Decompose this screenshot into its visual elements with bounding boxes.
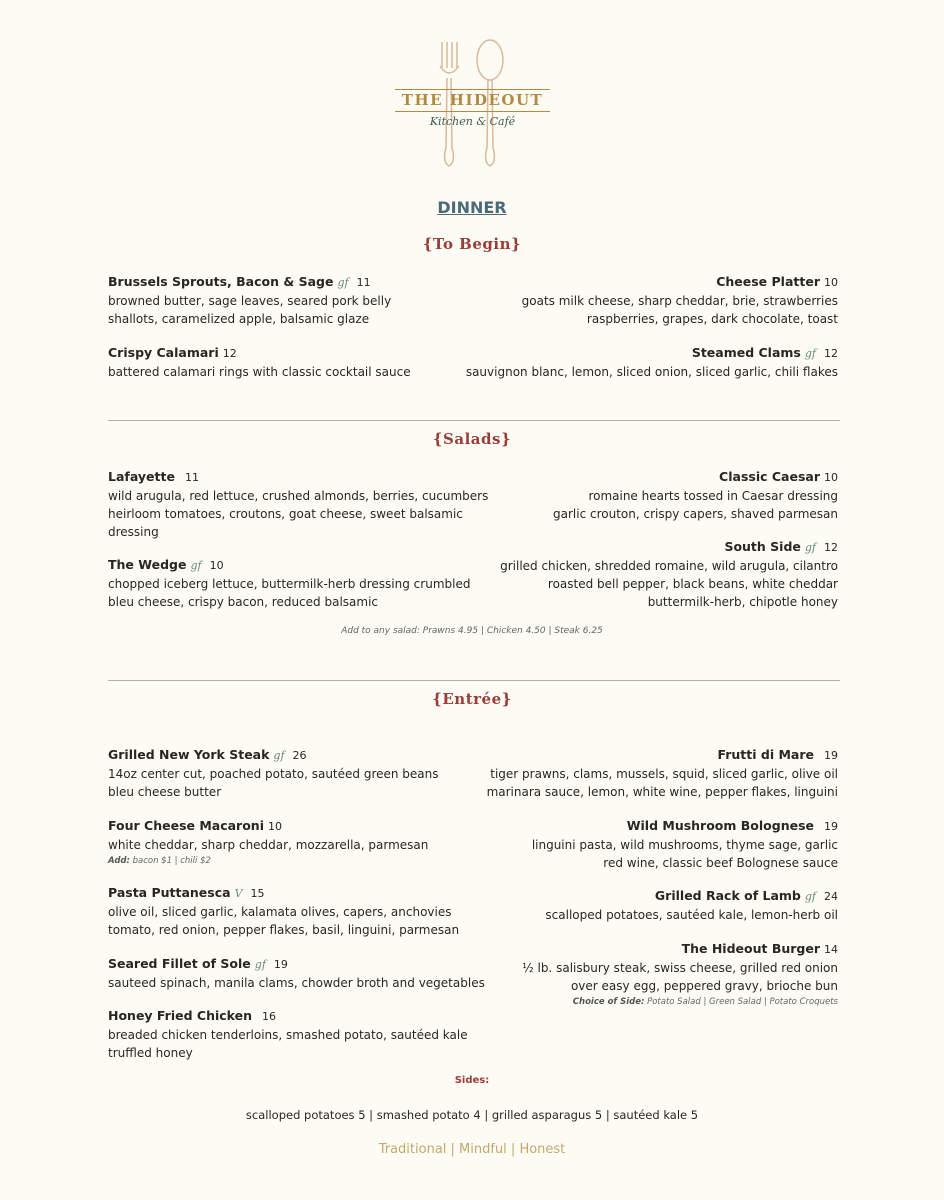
item-price: 19 bbox=[273, 958, 288, 971]
item-description: roasted bell pepper, black beans, white cheddar bbox=[547, 577, 838, 591]
gluten-free-tag: gf bbox=[337, 276, 349, 289]
item-price: 16 bbox=[262, 1010, 277, 1023]
item-price: 10 bbox=[824, 471, 838, 484]
item-description: raspberries, grapes, dark chocolate, toast bbox=[586, 312, 838, 326]
item-description: sauvignon blanc, lemon, sliced onion, sliced garlic, chili flakes bbox=[465, 365, 838, 379]
item-name: The Wedge bbox=[108, 557, 187, 572]
item-description: heirloom tomatoes, croutons, goat cheese, sweet balsamic bbox=[108, 507, 463, 521]
item-description: tomato, red onion, pepper flakes, basil, linguini, parmesan bbox=[108, 923, 460, 937]
logo-rule-top bbox=[395, 89, 550, 90]
menu-item-grilled-rack-of-lamb bbox=[418, 887, 838, 924]
item-description: white cheddar, sharp cheddar, mozzarella, parmesan bbox=[108, 838, 429, 852]
item-price: 12 bbox=[824, 541, 838, 554]
item-name: Classic Caesar bbox=[719, 469, 820, 484]
item-name: Cheese Platter bbox=[716, 274, 820, 289]
addon-label: Add: bbox=[108, 856, 130, 866]
item-description: bleu cheese, crispy bacon, reduced balsamic bbox=[108, 595, 378, 609]
item-description: romaine hearts tossed in Caesar dressing bbox=[588, 489, 838, 503]
item-price: 24 bbox=[824, 890, 838, 903]
item-price: 14 bbox=[824, 943, 838, 956]
item-description: grilled chicken, shredded romaine, wild arugula, cilantro bbox=[500, 559, 838, 573]
section-title-salads: {Salads} bbox=[432, 430, 512, 448]
item-price: 10 bbox=[824, 276, 838, 289]
item-name: Wild Mushroom Bolognese bbox=[626, 818, 814, 833]
item-description: 14oz center cut, poached potato, sautéed green beans bbox=[108, 767, 439, 781]
item-description: sauteed spinach, manila clams, chowder broth and vegetables bbox=[108, 976, 485, 990]
sides-list: scalloped potatoes 5 | smashed potato 4 | grilled asparagus 5 | sautéed kale 5 bbox=[245, 1108, 699, 1122]
menu-item-cheese-platter bbox=[418, 273, 838, 328]
section-divider bbox=[108, 680, 840, 681]
item-name: Pasta Puttanesca bbox=[108, 885, 231, 900]
item-name: Brussels Sprouts, Bacon & Sage bbox=[108, 274, 334, 289]
gluten-free-tag: gf bbox=[804, 347, 816, 360]
gluten-free-tag: gf bbox=[190, 559, 202, 572]
item-description: wild arugula, red lettuce, crushed almonds, berries, cucumbers bbox=[108, 489, 489, 503]
footer-tagline: Traditional | Mindful | Honest bbox=[378, 1142, 566, 1157]
section-title-to-begin: {To Begin} bbox=[422, 235, 522, 253]
item-description: over easy egg, peppered gravy, brioche bun bbox=[570, 979, 838, 993]
item-description: breaded chicken tenderloins, smashed potato, sautéed kale bbox=[108, 1028, 468, 1042]
section-divider bbox=[108, 420, 840, 421]
item-name: Grilled New York Steak bbox=[108, 747, 270, 762]
item-price: 11 bbox=[184, 471, 199, 484]
item-description: ½ lb. salisbury steak, swiss cheese, grilled red onion bbox=[522, 961, 838, 975]
item-price: 10 bbox=[268, 820, 282, 833]
item-description: browned butter, sage leaves, seared pork belly bbox=[108, 294, 392, 308]
item-price: 19 bbox=[824, 820, 838, 833]
item-description: red wine, classic beef Bolognese sauce bbox=[603, 856, 838, 870]
item-description: buttermilk-herb, chipotle honey bbox=[647, 595, 838, 609]
item-price: 12 bbox=[824, 347, 838, 360]
gluten-free-tag: gf bbox=[273, 749, 285, 762]
menu-item-frutti-di-mare bbox=[418, 746, 838, 801]
restaurant-logo bbox=[390, 38, 555, 168]
item-description: truffled honey bbox=[108, 1046, 193, 1060]
item-price: 19 bbox=[824, 749, 838, 762]
gluten-free-tag: gf bbox=[254, 958, 266, 971]
item-description: garlic crouton, crispy capers, shaved parmesan bbox=[553, 507, 838, 521]
menu-item-steamed-clams bbox=[418, 344, 838, 381]
item-price: 10 bbox=[209, 559, 224, 572]
menu-item-classic-caesar bbox=[418, 468, 838, 523]
item-name: Honey Fried Chicken bbox=[108, 1008, 253, 1023]
item-name: Four Cheese Macaroni bbox=[108, 818, 264, 833]
item-price: 11 bbox=[356, 276, 371, 289]
item-description: dressing bbox=[108, 525, 159, 539]
item-description: shallots, caramelized apple, balsamic glaze bbox=[108, 312, 370, 326]
item-description: battered calamari rings with classic cocktail sauce bbox=[108, 365, 411, 379]
item-description: goats milk cheese, sharp cheddar, brie, strawberries bbox=[521, 294, 838, 308]
addon-options: bacon $1 | chili $2 bbox=[129, 856, 211, 866]
item-name: Steamed Clams bbox=[691, 345, 801, 360]
menu-item-wild-mushroom-bolognese bbox=[418, 817, 838, 872]
side-choice-options: Potato Salad | Green Salad | Potato Croquets bbox=[644, 997, 838, 1007]
item-description: chopped iceberg lettuce, buttermilk-herb dressing crumbled bbox=[108, 577, 471, 591]
item-description: tiger prawns, clams, mussels, squid, sliced garlic, olive oil bbox=[490, 767, 838, 781]
item-name: Crispy Calamari bbox=[108, 345, 219, 360]
gluten-free-tag: gf bbox=[804, 890, 816, 903]
item-name: The Hideout Burger bbox=[681, 941, 820, 956]
logo-rule-bottom bbox=[395, 111, 550, 112]
item-price: 26 bbox=[292, 749, 307, 762]
menu-item-honey-fried-chicken bbox=[108, 1007, 528, 1062]
item-description: bleu cheese butter bbox=[108, 785, 222, 799]
item-description: olive oil, sliced garlic, kalamata olives, capers, anchovies bbox=[108, 905, 452, 919]
vegetarian-tag: V bbox=[234, 887, 243, 900]
item-side-choice-note bbox=[418, 995, 838, 1009]
item-price: 15 bbox=[250, 887, 265, 900]
logo-subtitle: Kitchen & Café bbox=[429, 115, 516, 128]
menu-title: DINNER bbox=[437, 198, 507, 217]
menu-item-the-hideout-burger bbox=[418, 940, 838, 1009]
logo-title: THE HIDEOUT bbox=[401, 91, 544, 109]
gluten-free-tag: gf bbox=[804, 541, 816, 554]
item-description: linguini pasta, wild mushrooms, thyme sage, garlic bbox=[531, 838, 838, 852]
item-name: Grilled Rack of Lamb bbox=[654, 888, 801, 903]
item-name: South Side bbox=[724, 539, 801, 554]
salad-addon-note: Add to any salad: Prawns 4.95 | Chicken 4.50 | Steak 6.25 bbox=[341, 626, 603, 636]
item-name: Seared Fillet of Sole bbox=[108, 956, 251, 971]
item-description: scalloped potatoes, sautéed kale, lemon-herb oil bbox=[545, 908, 838, 922]
side-choice-label: Choice of Side: bbox=[572, 997, 645, 1007]
menu-item-south-side bbox=[418, 538, 838, 611]
item-description: marinara sauce, lemon, white wine, pepper flakes, linguini bbox=[486, 785, 838, 799]
sides-title: Sides: bbox=[454, 1075, 490, 1086]
item-name: Frutti di Mare bbox=[717, 747, 814, 762]
item-price: 12 bbox=[222, 347, 237, 360]
item-name: Lafayette bbox=[108, 469, 175, 484]
section-title-entree: {Entrée} bbox=[432, 690, 512, 708]
